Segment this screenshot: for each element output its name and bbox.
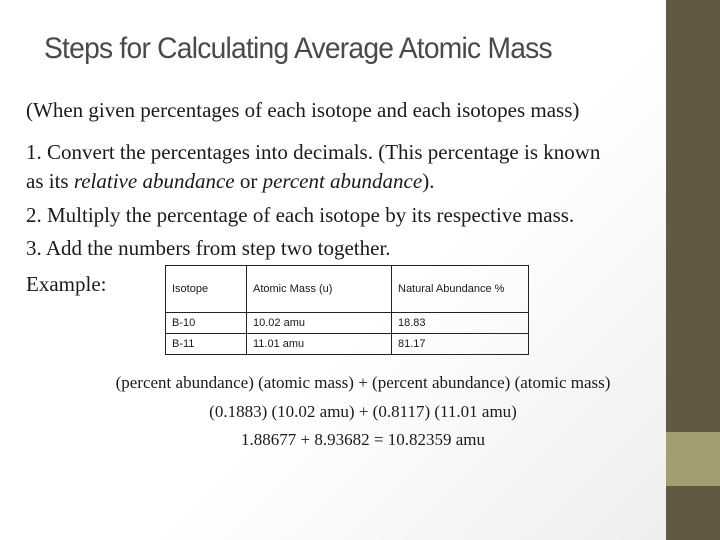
table-cell: 10.02 amu [247,313,392,334]
intro-line: (When given percentages of each isotope and each isotopes mass) [26,98,580,122]
text-segment: as its [26,169,74,193]
slide-title: Steps for Calculating Average Atomic Mass [44,32,552,65]
isotope-table [165,265,529,355]
step-3-line: 3. Add the numbers from step two together. [26,236,391,260]
table-header-cell: Isotope [166,266,247,313]
table-cell: 11.01 amu [247,334,392,355]
table-header-row [166,266,529,313]
table-row [166,313,529,334]
formula-line: (percent abundance) (atomic mass) + (percent abundance) (atomic mass) [115,373,611,392]
table-cell: 81.17 [392,334,529,355]
result-line: 1.88677 + 8.93682 = 10.82359 amu [241,430,485,449]
table-header-cell: Natural Abundance % [392,266,529,313]
text-segment: ). [422,169,435,193]
table-cell: B-11 [166,334,247,355]
substitution-line: (0.1883) (10.02 amu) + (0.8117) (11.01 amu) [209,402,517,421]
table-cell: 18.83 [392,313,529,334]
relative-abundance-term: relative abundance [73,169,235,193]
step-1-continuation [26,169,434,194]
table-header-cell: Atomic Mass (u) [247,266,392,313]
percent-abundance-term: percent abundance [262,169,423,193]
step-2-line: 2. Multiply the percentage of each isotope by its respective mass. [26,203,575,227]
text-segment: or [234,169,263,193]
example-label: Example: [26,272,107,296]
table-row [166,334,529,355]
table-cell: B-10 [166,313,247,334]
step-1-line: 1. Convert the percentages into decimals. (This percentage is known [26,140,601,164]
